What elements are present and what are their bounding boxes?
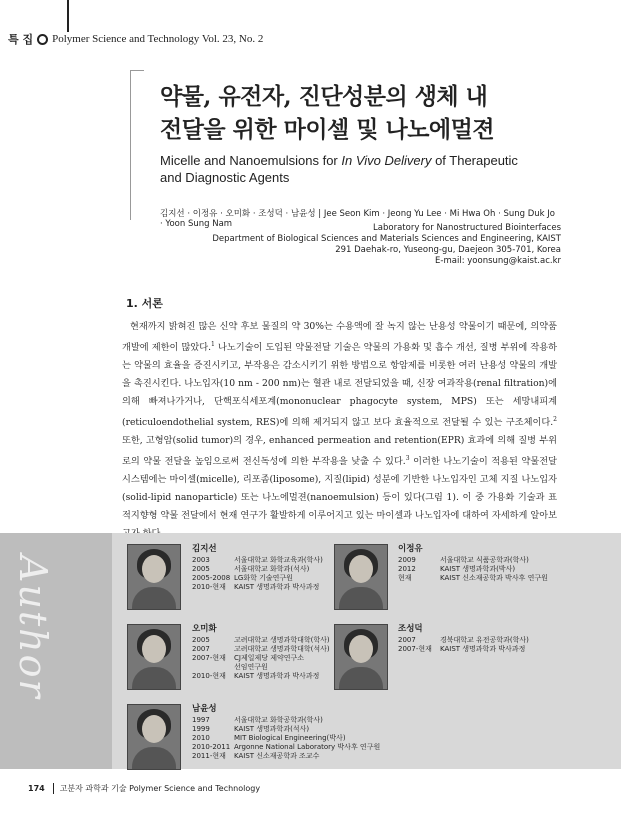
author-card — [192, 545, 323, 592]
footer-journal: 고분자 과학과 기술 Polymer Science and Technology — [59, 784, 261, 793]
author-photo-jo — [334, 624, 388, 690]
author-history: 2009 서울대학교 식품공학과(학사) 2012 KAIST 생명과학과(박사) 현재 KAIST 신소재공학과 박사후 연구원 — [398, 556, 548, 582]
title-bracket — [130, 70, 131, 220]
body-text — [122, 318, 557, 543]
english-title-line2: and Diagnostic Agents — [160, 170, 290, 185]
korean-title — [160, 80, 494, 146]
author-name: 조성덕 — [398, 624, 423, 634]
author-photo-lee — [334, 544, 388, 610]
affiliation-lab: Laboratory for Nanostructured Biointerfaces — [373, 223, 561, 233]
affiliation — [212, 223, 561, 267]
author-panel-label: Author — [11, 555, 55, 700]
top-rule — [67, 0, 69, 32]
intro-paragraph: 현재까지 밝혀진 많은 신약 후보 물질의 약 30%는 수용액에 잘 녹지 않는 난용성 약물이기 때문에, 의약품 개발에 제한이 많았다.$^1$ 나노기술이 도입된 약물전달 기술은 약물의 가용화 및 흡수 개선, 질병 부위에 작용하는 약물의 효율을 증진시키고, 부작용은 감소시키기 위한 방법으로 항암제를 비롯한 여러 난용성 약물의 개발을 촉진시킨다. 나노입자(10 nm - 200 nm)는 혈관 내로 전달되었을 때, 신장 여과작용(renal filtration)에 의해 빠져나가거나, 단핵포식세포계(mononuclear phagocyte system, MPS) 또는 세망내피계(reticuloendothelial system, RES)에 의해 제거되지 않고 보다 효율적으로 전달될 수 있는 구조체이다.$^2$ 또한, 고형암(solid tumor)의 경우, enhanced permeation and retention(EPR) 효과에 의해 질병 부위로의 약물 전달을 높임으로써 전신독성에 의한 부작용을 낮출 수 있다.$^3$ 이러한 나노기술이 적용된 약물전달 시스템에는 마이셀(micelle), 리포좀(liposome), 지질(lipid) 성분에 기반한 나노입자인 고체 지질 나노입자(solid-lipid nanoparticle) 또는 나노에멀젼(nanoemulsion) 등이 있다(그림 1). 이 중 가용화 기술과 표적지향형 약물 전달에서 현재 연구가 활발하게 이루어지고 있는 마이셀과 나노입자에 대하여 자세하게 알아보 — [122, 321, 557, 522]
affiliation-dept: Department of Biological Sciences and Materials Sciences and Engineering, KAIST — [212, 234, 561, 244]
author-card — [398, 625, 529, 654]
korean-title-line2: 전달을 위한 마이셀 및 나노에멀젼 — [160, 116, 495, 143]
author-name: 남윤성 — [192, 704, 217, 714]
author-list: 김지선 · 이정유 · 오미화 · 조성덕 · 남윤성 | Jee Seon Kim · Jeong Yu Lee · Mi Hwa Oh · Sung Duk Jo · Yoon Sung Nam — [160, 209, 556, 229]
citation-2[interactable]: 2 — [553, 416, 557, 424]
page-number: 174 — [28, 784, 45, 793]
citation-1[interactable]: 1 — [211, 341, 215, 348]
running-header — [8, 31, 263, 47]
footer-divider — [53, 783, 54, 794]
title-bracket-top — [130, 70, 144, 71]
author-history: 2007 경북대학교 유전공학과(학사) 2007-현재 KAIST 생명과학과 박사과정 — [398, 636, 529, 653]
section-heading: 1. 서론 — [126, 297, 163, 310]
author-name: 오미화 — [192, 624, 217, 634]
author-history: 2003 서울대학교 화학교육과(학사) 2005 서울대학교 화학과(석사) 2005-2008 LG화학 기술연구원 2010-현재 KAIST 생명과학과 박사과정 — [192, 556, 323, 591]
english-title-em: In Vivo Delivery — [341, 153, 432, 168]
english-title-post: of Therapeutic — [431, 153, 518, 168]
author-card — [192, 705, 380, 761]
author-name: 이정유 — [398, 544, 423, 554]
english-title — [160, 152, 560, 186]
affiliation-address: 291 Daehak-ro, Yuseong-gu, Daejeon 305-701, Korea — [335, 245, 561, 255]
bullet-circle-icon — [37, 34, 48, 45]
korean-title-line1: 약물, 유전자, 진단성분의 생체 내 — [160, 83, 488, 110]
author-name: 김지선 — [192, 544, 217, 554]
author-card — [192, 625, 330, 681]
author-history: 1997 서울대학교 화학공학과(학사) 1999 KAIST 생명과학과(석사) 2010 MIT Biological Engineering(박사) 2010-2011 Argonne National Laboratory 박사후 연구원 2011-현재 KAIST 신소재공학과 조교수 — [192, 716, 381, 760]
special-issue-tag: 특 집 — [8, 33, 34, 46]
english-title-pre: Micelle and Nanoemulsions for — [160, 153, 342, 168]
page-footer — [28, 783, 260, 794]
author-photo-kim — [127, 544, 181, 610]
author-card — [398, 545, 548, 583]
author-history: 2005 고려대학교 생명과학대학(학사) 2007 고려대학교 생명과학대학(석사) 2007-현재 CJ제일제당 제약연구소 선임연구원 2010-현재 KAIST 생명과학과 박사과정 — [192, 636, 330, 680]
citation-3[interactable]: 3 — [405, 455, 410, 463]
author-photo-oh — [127, 624, 181, 690]
affiliation-email[interactable]: E-mail: yoonsung@kaist.ac.kr — [435, 256, 561, 266]
author-photo-nam — [127, 704, 181, 770]
journal-name: Polymer Science and Technology Vol. 23, No. 2 — [52, 33, 264, 45]
